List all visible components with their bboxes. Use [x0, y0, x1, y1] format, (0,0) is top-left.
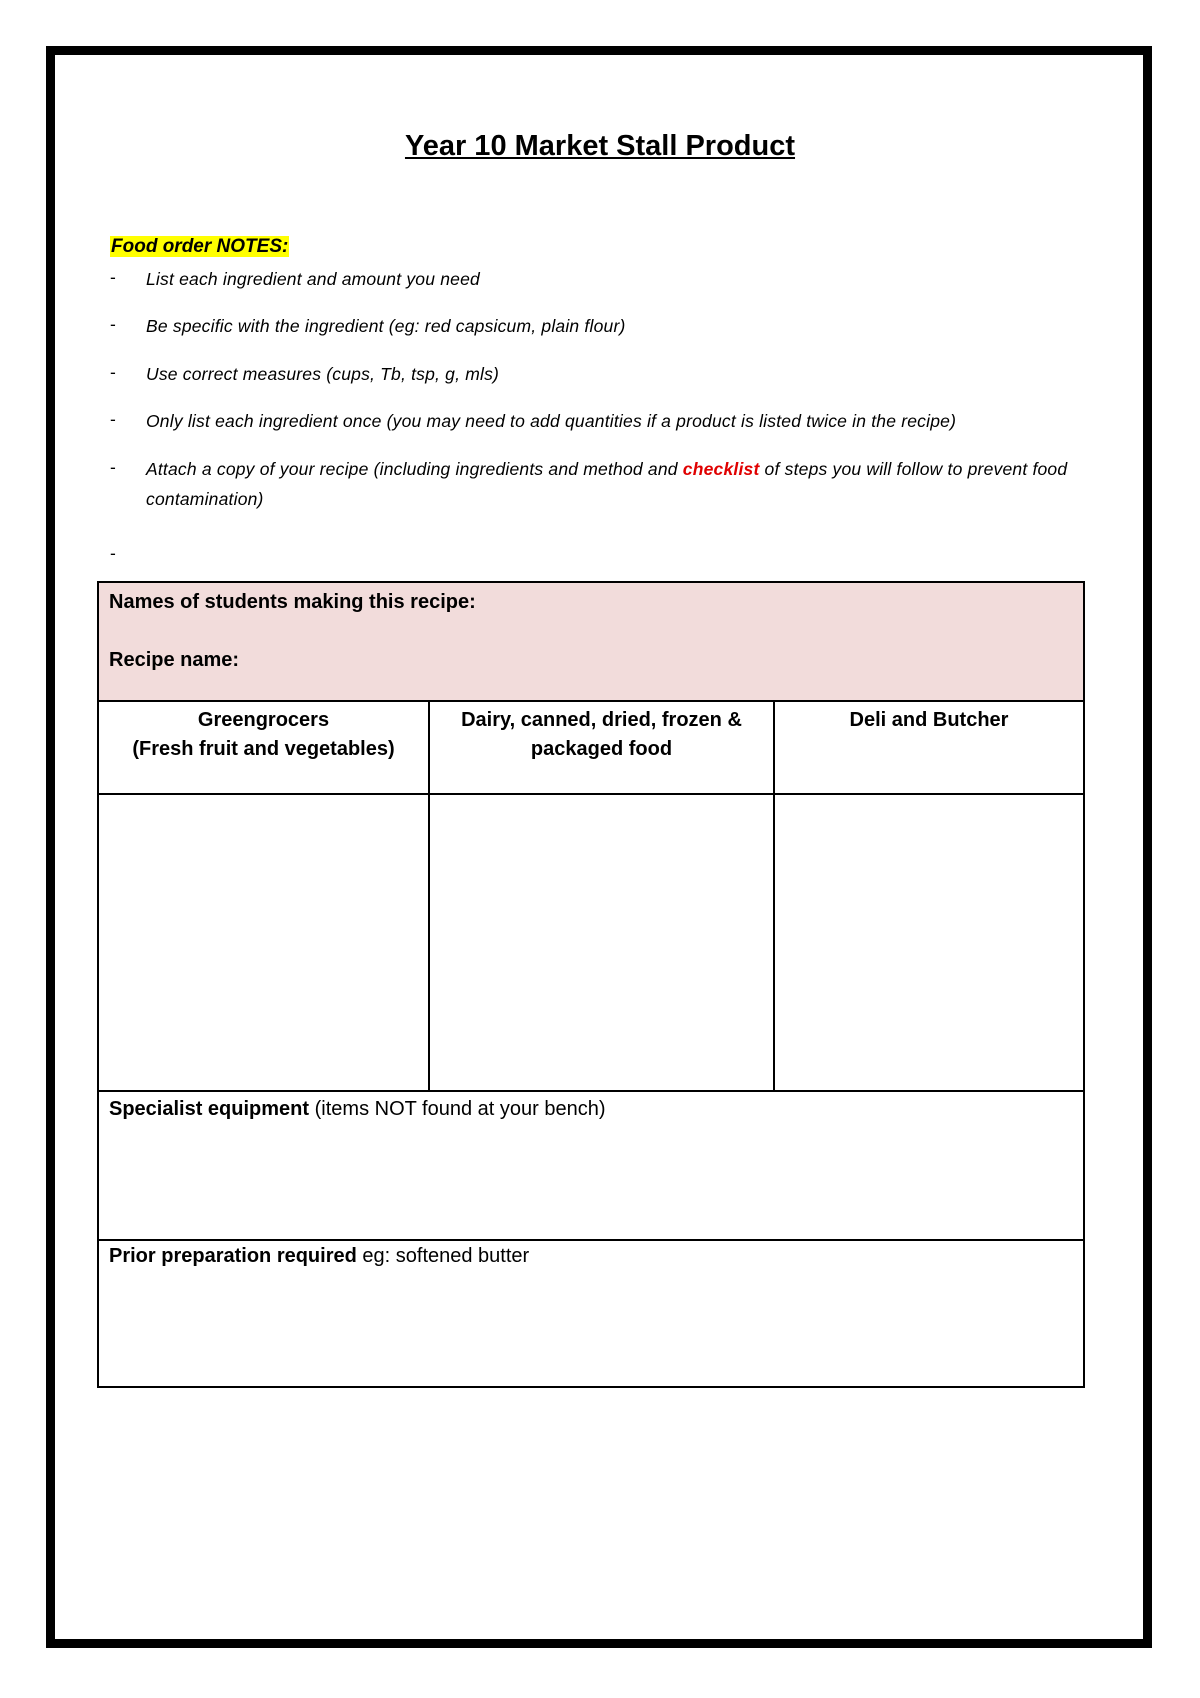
- deli-entry-cell[interactable]: [775, 795, 1083, 1092]
- column-header-line: Deli and Butcher: [849, 709, 1009, 731]
- bullet-dash: -: [110, 362, 117, 382]
- greengrocers-entry-cell[interactable]: [99, 795, 428, 1092]
- dairy-entry-cell[interactable]: [430, 795, 773, 1092]
- note-text-part: Attach a copy of your recipe (including ingredients and method and: [146, 459, 683, 479]
- recipe-info-cell[interactable]: [99, 583, 1083, 702]
- note-text: List each ingredient and amount you need: [146, 269, 480, 289]
- bullet-dash: -: [110, 267, 117, 287]
- note-text: [146, 454, 1096, 514]
- note-text: Be specific with the ingredient (eg: red capsicum, plain flour): [146, 316, 626, 336]
- prior-preparation-cell[interactable]: [99, 1241, 1083, 1386]
- specialist-equipment-note: (items NOT found at your bench): [309, 1098, 606, 1120]
- specialist-equipment-label: [109, 1098, 606, 1121]
- checklist-highlight: checklist: [682, 459, 760, 479]
- column-header-dairy: [430, 706, 773, 764]
- note-text: Use correct measures (cups, Tb, tsp, g, mls): [146, 364, 500, 384]
- specialist-equipment-cell[interactable]: [99, 1092, 1083, 1239]
- notes-heading: [110, 236, 289, 258]
- prior-preparation-note: eg: softened butter: [356, 1245, 530, 1267]
- bullet-dash: -: [110, 543, 117, 563]
- prior-preparation-label: [109, 1245, 529, 1268]
- row-divider: [99, 793, 1083, 795]
- specialist-equipment-bold: Specialist equipment: [109, 1098, 310, 1120]
- column-divider: [773, 702, 775, 1092]
- bullet-dash: -: [110, 314, 117, 334]
- column-divider: [428, 702, 430, 1092]
- students-label: Names of students making this recipe:: [109, 591, 476, 613]
- bullet-dash: -: [110, 457, 117, 477]
- bullet-dash: -: [110, 409, 117, 429]
- column-header-line: Greengrocers: [197, 709, 330, 731]
- column-header-greengrocers: [99, 706, 428, 764]
- page-title: Year 10 Market Stall Product: [404, 130, 796, 162]
- column-header-line: (Fresh fruit and vegetables): [132, 738, 395, 760]
- notes-heading-text: Food order NOTES:: [111, 236, 289, 257]
- note-text-part: of steps you will follow to prevent food contamination): [146, 459, 1068, 509]
- order-form-table: [97, 581, 1085, 1388]
- column-header-line: packaged food: [530, 738, 673, 760]
- column-header-deli: [775, 706, 1083, 735]
- prior-preparation-bold: Prior preparation required: [109, 1245, 357, 1267]
- note-text: Only list each ingredient once (you may need to add quantities if a product is listed twice in the recipe): [146, 411, 957, 431]
- recipe-name-label: Recipe name:: [109, 649, 240, 671]
- column-header-line: Dairy, canned, dried, frozen &: [461, 709, 742, 731]
